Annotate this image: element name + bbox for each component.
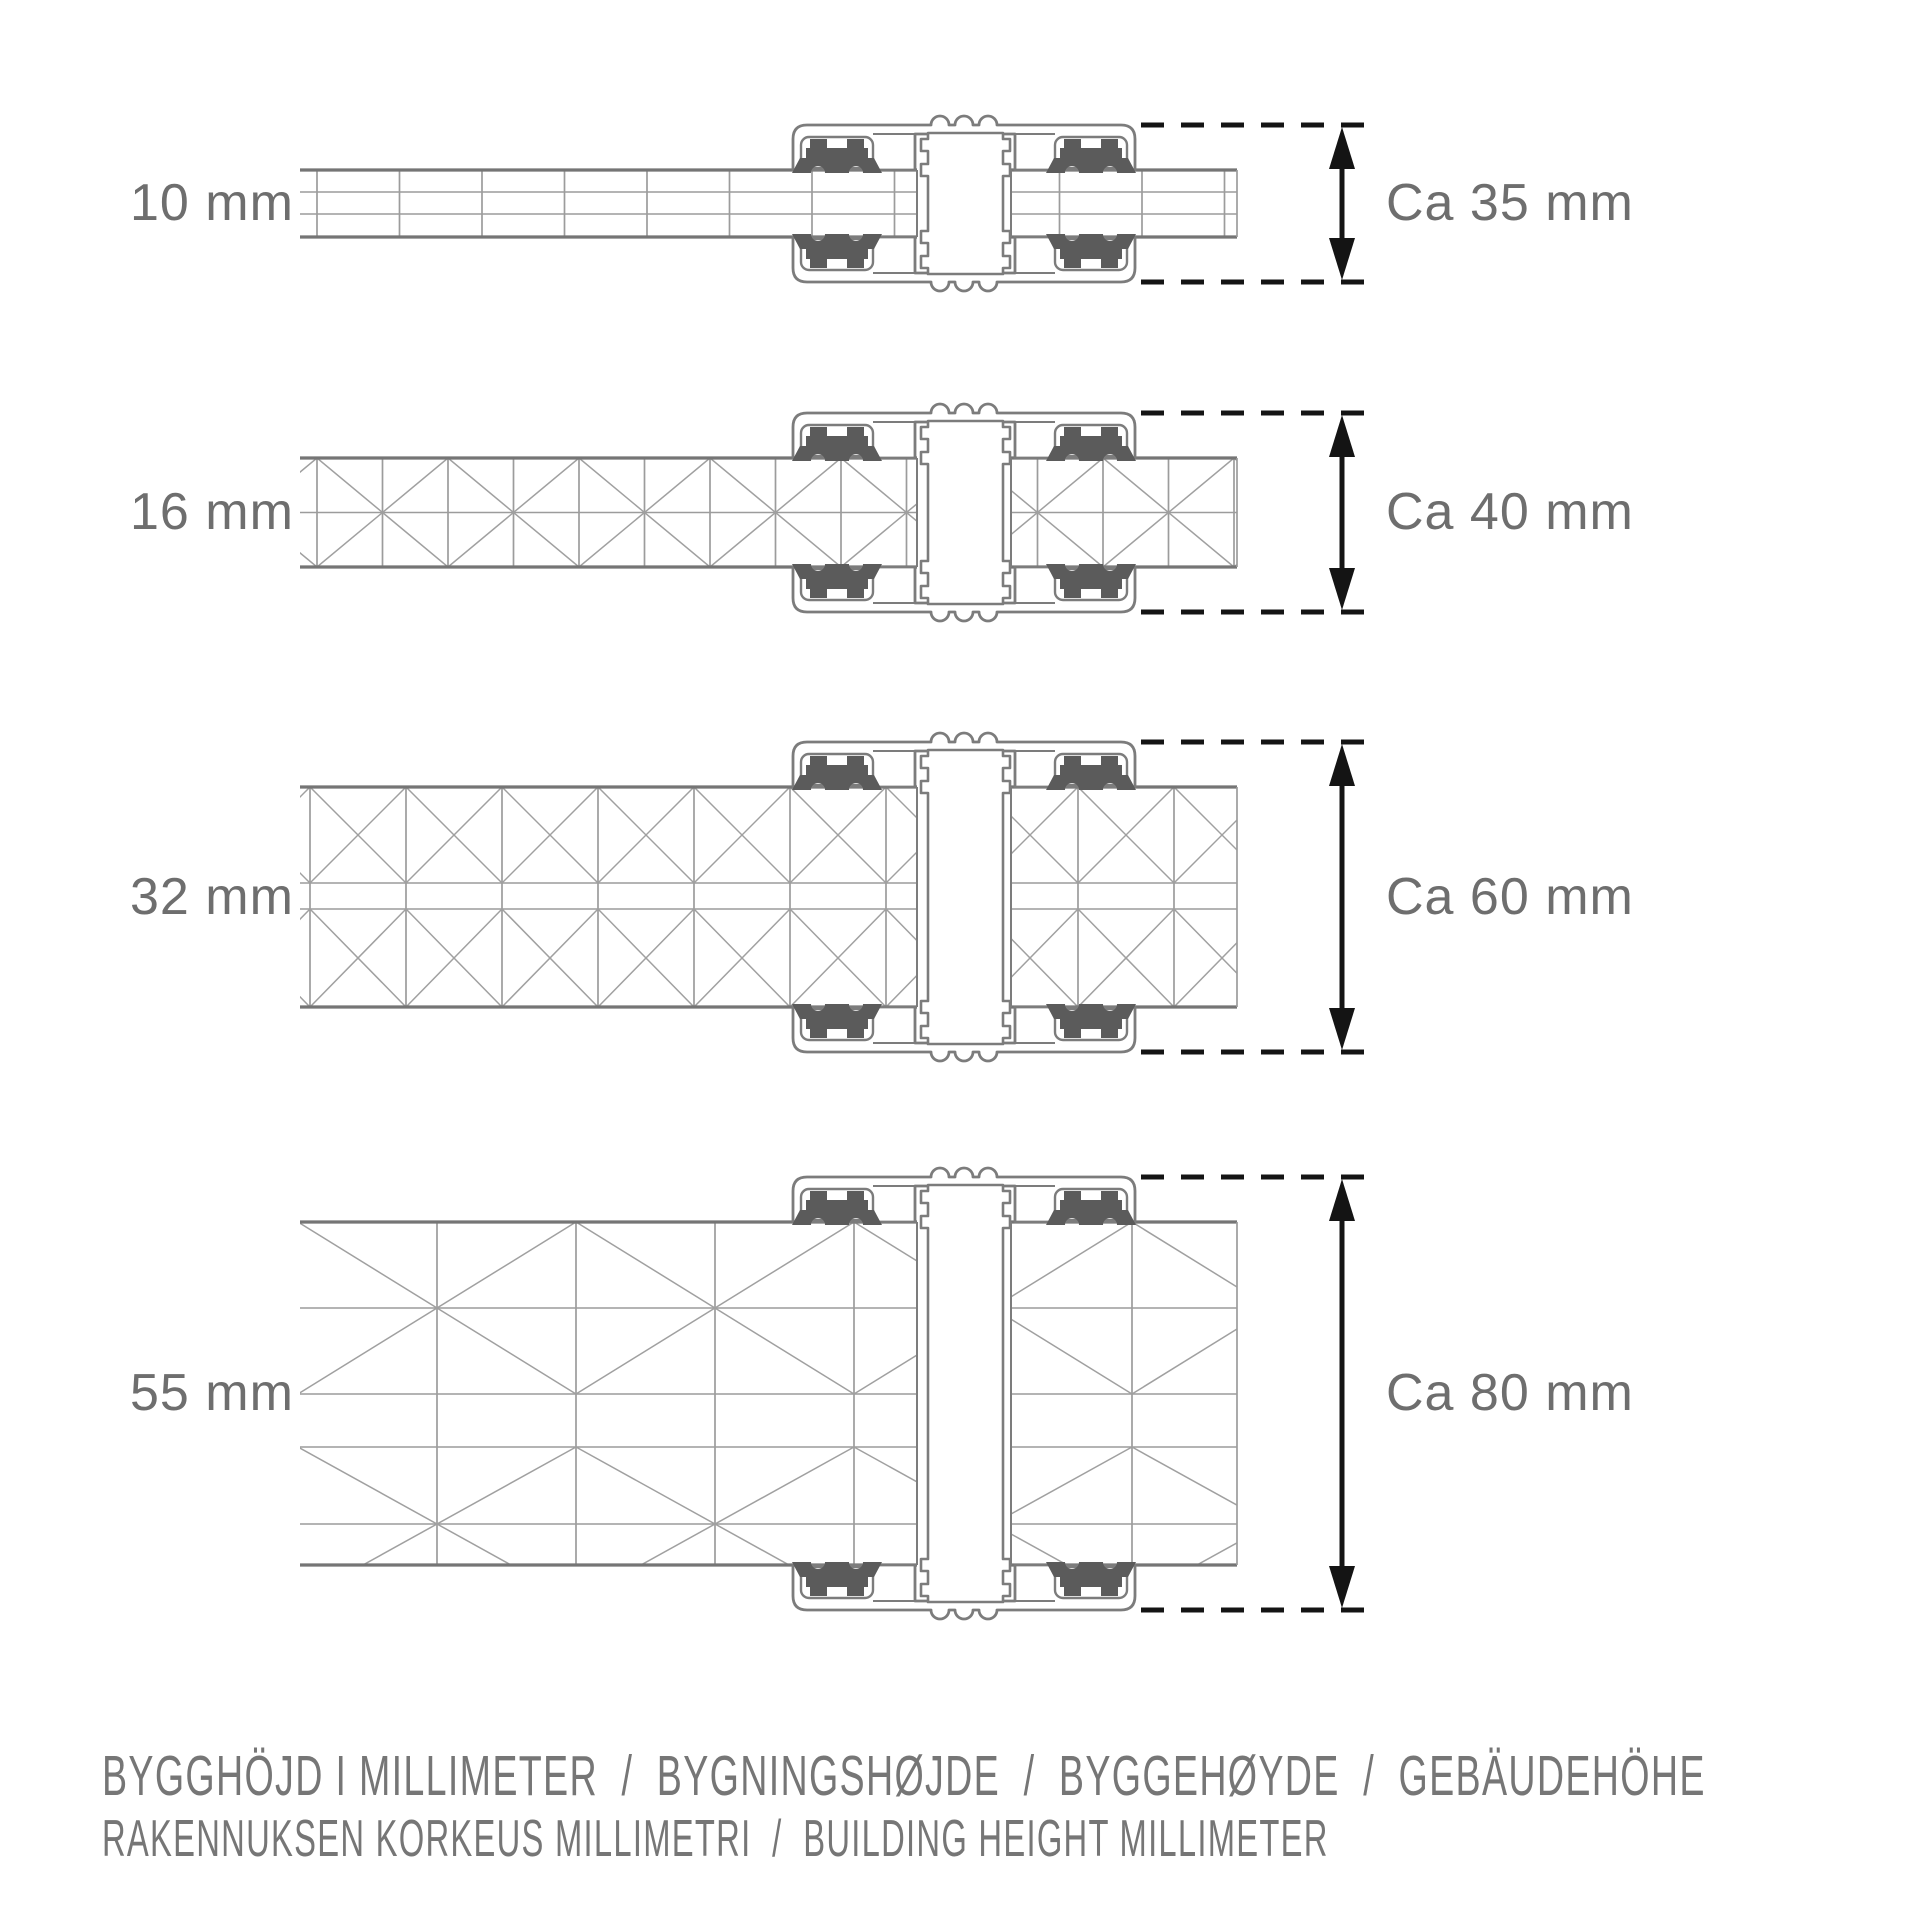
panel-cell-pattern [118, 787, 1366, 1007]
assembly-row-3 [118, 733, 1378, 1061]
panel-cell-pattern [300, 170, 1307, 237]
panel-thickness-label-16mm: 16 mm [130, 483, 294, 541]
dimension-arrow [1329, 744, 1355, 1050]
panel-thickness-label-32mm: 32 mm [130, 868, 294, 926]
building-height-label-80mm: Ca 80 mm [1386, 1364, 1634, 1422]
panel-thickness-label-55mm: 55 mm [130, 1364, 294, 1422]
panel-thickness-label-10mm: 10 mm [130, 174, 294, 232]
dimension-arrow [1329, 127, 1355, 280]
dimension-arrow [1329, 415, 1355, 610]
building-height-label-35mm: Ca 35 mm [1386, 174, 1634, 232]
building-height-label-60mm: Ca 60 mm [1386, 868, 1634, 926]
assembly-row-1 [300, 116, 1378, 291]
connector-central-channel [921, 133, 1010, 274]
building-height-label-40mm: Ca 40 mm [1386, 483, 1634, 541]
footer-caption-line2: RAKENNUKSEN KORKEUS MILLIMETRI / BUILDING HEIGHT MILLIMETER [102, 1810, 1329, 1868]
connector-central-channel [921, 421, 1010, 604]
connector-central-channel [921, 1185, 1010, 1602]
dimension-arrow [1329, 1179, 1355, 1608]
footer-caption-line1: BYGGHÖJD I MILLIMETER / BYGNINGSHØJDE / BYGGEHØYDE / GEBÄUDEHÖHE [102, 1744, 1706, 1808]
connector-central-channel [921, 750, 1010, 1044]
